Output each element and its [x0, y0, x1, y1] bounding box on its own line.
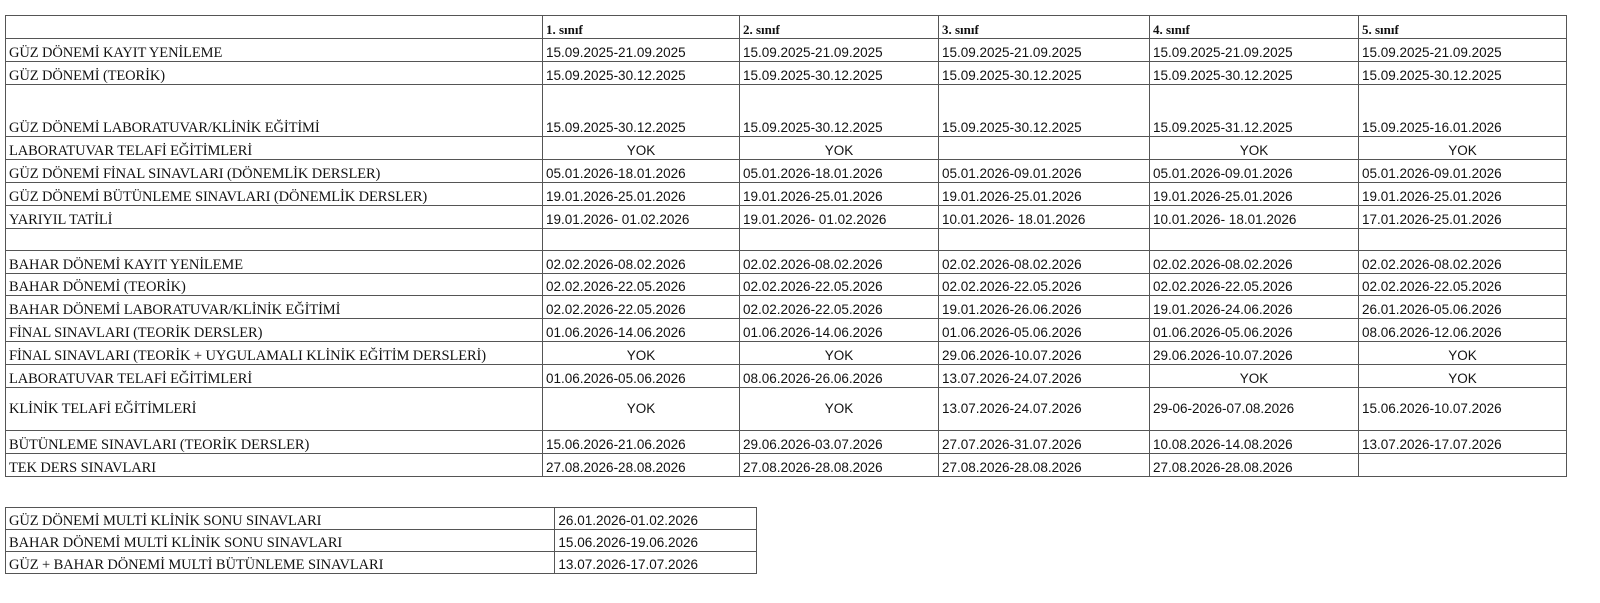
column-header: 5. sınıf	[1359, 16, 1567, 39]
table-cell: 15.06.2026-21.06.2026	[543, 431, 740, 454]
row-label	[6, 229, 543, 251]
table-cell	[939, 229, 1150, 251]
table-cell: 02.02.2026-22.05.2026	[740, 274, 939, 296]
row-label: FİNAL SINAVLARI (TEORİK + UYGULAMALI KLİNİK EĞİTİM DERSLERİ)	[6, 342, 543, 365]
table-row	[6, 508, 757, 530]
table-cell: 02.02.2026-22.05.2026	[740, 296, 939, 319]
table-cell: 29.06.2026-03.07.2026	[740, 431, 939, 454]
table-cell: 15.09.2025-30.12.2025	[740, 62, 939, 85]
table-row	[6, 454, 1567, 477]
table-cell: 15.09.2025-21.09.2025	[1150, 39, 1359, 62]
table-cell	[740, 229, 939, 251]
table-cell: 26.01.2026-01.02.2026	[555, 508, 757, 530]
table-cell: 19.01.2026- 01.02.2026	[543, 206, 740, 229]
table-cell: 01.06.2026-05.06.2026	[543, 365, 740, 388]
table-cell: 15.06.2026-19.06.2026	[555, 530, 757, 552]
row-label: GÜZ DÖNEMİ MULTİ KLİNİK SONU SINAVLARI	[6, 508, 555, 530]
header-row	[6, 16, 1567, 39]
table-cell: 27.08.2026-28.08.2026	[543, 454, 740, 477]
table-cell: 05.01.2026-09.01.2026	[1359, 160, 1567, 183]
academic-calendar-table	[5, 15, 1567, 477]
table-cell: 15.09.2025-16.01.2026	[1359, 85, 1567, 137]
table-cell: 17.01.2026-25.01.2026	[1359, 206, 1567, 229]
row-label: GÜZ DÖNEMİ KAYIT YENİLEME	[6, 39, 543, 62]
table-cell	[1359, 229, 1567, 251]
table-cell: YOK	[543, 342, 740, 365]
table-cell: 01.06.2026-14.06.2026	[740, 319, 939, 342]
table-cell: 13.07.2026-24.07.2026	[939, 365, 1150, 388]
table-row	[6, 62, 1567, 85]
table-cell: 02.02.2026-08.02.2026	[740, 251, 939, 274]
table-row	[6, 206, 1567, 229]
table-cell: 15.09.2025-30.12.2025	[1150, 62, 1359, 85]
row-label: LABORATUVAR TELAFİ EĞİTİMLERİ	[6, 137, 543, 160]
table-cell: 19.01.2026-24.06.2026	[1150, 296, 1359, 319]
table-cell: 19.01.2026-25.01.2026	[543, 183, 740, 206]
column-header: 4. sınıf	[1150, 16, 1359, 39]
table-cell: 26.01.2026-05.06.2026	[1359, 296, 1567, 319]
table-cell: 02.02.2026-22.05.2026	[543, 296, 740, 319]
table-cell: 08.06.2026-12.06.2026	[1359, 319, 1567, 342]
row-label: BAHAR DÖNEMİ LABORATUVAR/KLİNİK EĞİTİMİ	[6, 296, 543, 319]
table-cell: 15.09.2025-31.12.2025	[1150, 85, 1359, 137]
table-cell: 10.08.2026-14.08.2026	[1150, 431, 1359, 454]
table-cell: YOK	[1359, 342, 1567, 365]
table-cell: YOK	[543, 388, 740, 431]
table-row	[6, 160, 1567, 183]
table-cell: YOK	[1359, 137, 1567, 160]
table-cell: 02.02.2026-22.05.2026	[1359, 274, 1567, 296]
table-cell: 27.08.2026-28.08.2026	[1150, 454, 1359, 477]
table-cell: 15.09.2025-30.12.2025	[939, 62, 1150, 85]
table-cell	[543, 229, 740, 251]
table-row	[6, 365, 1567, 388]
row-label: GÜZ DÖNEMİ (TEORİK)	[6, 62, 543, 85]
table-cell: 10.01.2026- 18.01.2026	[939, 206, 1150, 229]
table-cell: 02.02.2026-22.05.2026	[939, 274, 1150, 296]
table-cell: 15.09.2025-21.09.2025	[939, 39, 1150, 62]
table-row	[6, 85, 1567, 137]
row-label: LABORATUVAR TELAFİ EĞİTİMLERİ	[6, 365, 543, 388]
table-row	[6, 388, 1567, 431]
table-cell: YOK	[1150, 365, 1359, 388]
calendar-body	[6, 16, 1567, 477]
row-label: GÜZ DÖNEMİ LABORATUVAR/KLİNİK EĞİTİMİ	[6, 85, 543, 137]
row-label: BÜTÜNLEME SINAVLARI (TEORİK DERSLER)	[6, 431, 543, 454]
table-row	[6, 137, 1567, 160]
table-cell: YOK	[740, 342, 939, 365]
table-cell	[1359, 454, 1567, 477]
table-cell: 15.06.2026-10.07.2026	[1359, 388, 1567, 431]
table-cell: 13.07.2026-24.07.2026	[939, 388, 1150, 431]
row-label: TEK DERS SINAVLARI	[6, 454, 543, 477]
table-cell: 15.09.2025-30.12.2025	[543, 85, 740, 137]
table-cell: 29.06.2026-10.07.2026	[1150, 342, 1359, 365]
table-cell: 29.06.2026-10.07.2026	[939, 342, 1150, 365]
table-cell: 02.02.2026-22.05.2026	[1150, 274, 1359, 296]
table-row	[6, 39, 1567, 62]
table-cell: 02.02.2026-08.02.2026	[1359, 251, 1567, 274]
table-cell: 19.01.2026-25.01.2026	[939, 183, 1150, 206]
row-label: GÜZ DÖNEMİ BÜTÜNLEME SINAVLARI (DÖNEMLİK DERSLER)	[6, 183, 543, 206]
table-cell: 02.02.2026-08.02.2026	[1150, 251, 1359, 274]
table-cell: 15.09.2025-21.09.2025	[740, 39, 939, 62]
table-cell: 13.07.2026-17.07.2026	[1359, 431, 1567, 454]
table-cell: 19.01.2026- 01.02.2026	[740, 206, 939, 229]
row-label: BAHAR DÖNEMİ (TEORİK)	[6, 274, 543, 296]
table-cell	[1150, 229, 1359, 251]
table-row	[6, 431, 1567, 454]
table-cell: 01.06.2026-14.06.2026	[543, 319, 740, 342]
row-label: GÜZ DÖNEMİ FİNAL SINAVLARI (DÖNEMLİK DERSLER)	[6, 160, 543, 183]
table-cell: 02.02.2026-08.02.2026	[939, 251, 1150, 274]
row-label: GÜZ + BAHAR DÖNEMİ MULTİ BÜTÜNLEME SINAVLARI	[6, 552, 555, 574]
table-cell: 13.07.2026-17.07.2026	[555, 552, 757, 574]
table-cell: 27.08.2026-28.08.2026	[939, 454, 1150, 477]
row-label: BAHAR DÖNEMİ MULTİ KLİNİK SONU SINAVLARI	[6, 530, 555, 552]
multi-body	[6, 508, 757, 574]
table-cell: 08.06.2026-26.06.2026	[740, 365, 939, 388]
table-cell: 05.01.2026-09.01.2026	[939, 160, 1150, 183]
row-label: YARIYIL TATİLİ	[6, 206, 543, 229]
table-cell: 19.01.2026-25.01.2026	[1150, 183, 1359, 206]
table-cell: 02.02.2026-22.05.2026	[543, 274, 740, 296]
table-cell: 05.01.2026-18.01.2026	[740, 160, 939, 183]
row-label: FİNAL SINAVLARI (TEORİK DERSLER)	[6, 319, 543, 342]
header-corner	[6, 16, 543, 39]
table-cell: 27.08.2026-28.08.2026	[740, 454, 939, 477]
table-cell: 19.01.2026-25.01.2026	[740, 183, 939, 206]
table-row	[6, 274, 1567, 296]
table-row	[6, 530, 757, 552]
column-header: 2. sınıf	[740, 16, 939, 39]
table-cell: YOK	[740, 137, 939, 160]
table-cell: 02.02.2026-08.02.2026	[543, 251, 740, 274]
column-header: 1. sınıf	[543, 16, 740, 39]
table-cell: 27.07.2026-31.07.2026	[939, 431, 1150, 454]
table-cell: 15.09.2025-30.12.2025	[740, 85, 939, 137]
table-cell: 19.01.2026-25.01.2026	[1359, 183, 1567, 206]
table-row	[6, 342, 1567, 365]
table-row	[6, 251, 1567, 274]
table-cell: 19.01.2026-26.06.2026	[939, 296, 1150, 319]
table-cell: 15.09.2025-21.09.2025	[543, 39, 740, 62]
table-cell: 05.01.2026-18.01.2026	[543, 160, 740, 183]
table-cell	[939, 137, 1150, 160]
table-cell: YOK	[740, 388, 939, 431]
table-row	[6, 296, 1567, 319]
row-label: BAHAR DÖNEMİ KAYIT YENİLEME	[6, 251, 543, 274]
table-cell: 15.09.2025-30.12.2025	[939, 85, 1150, 137]
table-cell: 01.06.2026-05.06.2026	[939, 319, 1150, 342]
multi-clinic-exams-table	[5, 507, 757, 574]
table-cell: YOK	[543, 137, 740, 160]
table-row	[6, 319, 1567, 342]
table-cell: 29-06-2026-07.08.2026	[1150, 388, 1359, 431]
table-cell: 01.06.2026-05.06.2026	[1150, 319, 1359, 342]
table-row	[6, 552, 757, 574]
table-cell: 05.01.2026-09.01.2026	[1150, 160, 1359, 183]
table-cell: YOK	[1359, 365, 1567, 388]
table-cell: 15.09.2025-30.12.2025	[1359, 62, 1567, 85]
table-cell: 15.09.2025-21.09.2025	[1359, 39, 1567, 62]
row-label: KLİNİK TELAFİ EĞİTİMLERİ	[6, 388, 543, 431]
table-cell: 15.09.2025-30.12.2025	[543, 62, 740, 85]
table-row	[6, 183, 1567, 206]
table-cell: 10.01.2026- 18.01.2026	[1150, 206, 1359, 229]
column-header: 3. sınıf	[939, 16, 1150, 39]
spacer-row	[6, 229, 1567, 251]
table-cell: YOK	[1150, 137, 1359, 160]
